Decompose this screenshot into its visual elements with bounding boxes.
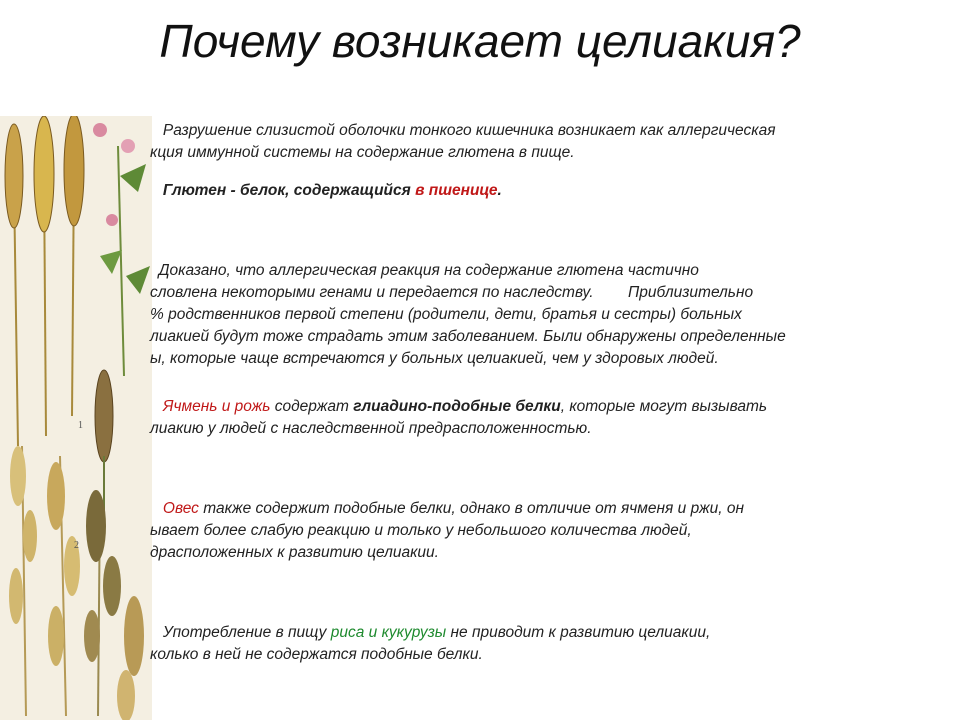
text-line: % родственников первой степени (родители, дети, братья и сестры) больных [150,306,742,323]
text-line: драсположенных к развитию целиакии. [150,544,439,561]
text-span: Употребление в пищу [150,624,331,641]
highlight-rice-corn: риса и кукурузы [330,624,447,641]
highlight-barley-rye: Ячмень и рожь [150,398,271,415]
text-line [150,498,940,520]
plate-number-1: 1 [78,420,83,431]
text-line: кция иммунной системы на содержание глютена в пище. [150,144,575,161]
slide-title: Почему возникает целиакия? [159,15,801,67]
text-span: не приводит к развитию целиакии, [446,624,711,641]
highlight-oats: Овес [150,500,199,517]
text-span: Глютен - белок, содержащийся [150,182,416,199]
text-span: . [497,182,502,199]
oats-millet-icon [9,446,144,720]
text-line: Разрушение слизистой оболочки тонкого кишечника возникает как аллергическая [150,122,776,139]
text-span: , которые могут вызывать [560,398,768,415]
highlight-wheat: в пшенице [415,182,498,199]
cereal-plants-illustration [0,116,152,720]
paragraph-barley-rye [150,396,940,440]
text-line: лиакией будут тоже страдать этим заболеванием. Были обнаружены определенные [150,328,786,345]
paragraph-oats [150,498,940,564]
text-line: Доказано, что аллергическая реакция на содержание глютена частично [150,262,699,279]
text-line: колько в ней не содержатся подобные белки. [150,646,483,663]
paragraph-heredity [150,260,940,370]
text-line: ы, которые чаще встречаются у больных целиакией, чем у здоровых людей. [150,350,719,367]
text-line: словлена некоторыми генами и передается по наследству. Приблизительно [150,284,754,301]
text-span: содержат [270,398,354,415]
plate-number-2: 2 [74,540,79,551]
text-line [150,396,940,418]
paragraph-rice-corn [150,622,940,666]
text-line: ывает более слабую реакцию и только у небольшого количества людей, [150,522,692,539]
buckwheat-icon [93,123,150,376]
paragraph-gluten [150,180,940,202]
bold-gliadin: глиадино-подобные белки [353,398,561,415]
text-span: также содержит подобные белки, однако в отличие от ячменя и ржи, он [198,500,745,517]
paragraph-mucosa [150,120,940,164]
text-line [150,622,940,644]
text-line: лиакию у людей с наследственной предрасположенностью. [150,420,592,437]
